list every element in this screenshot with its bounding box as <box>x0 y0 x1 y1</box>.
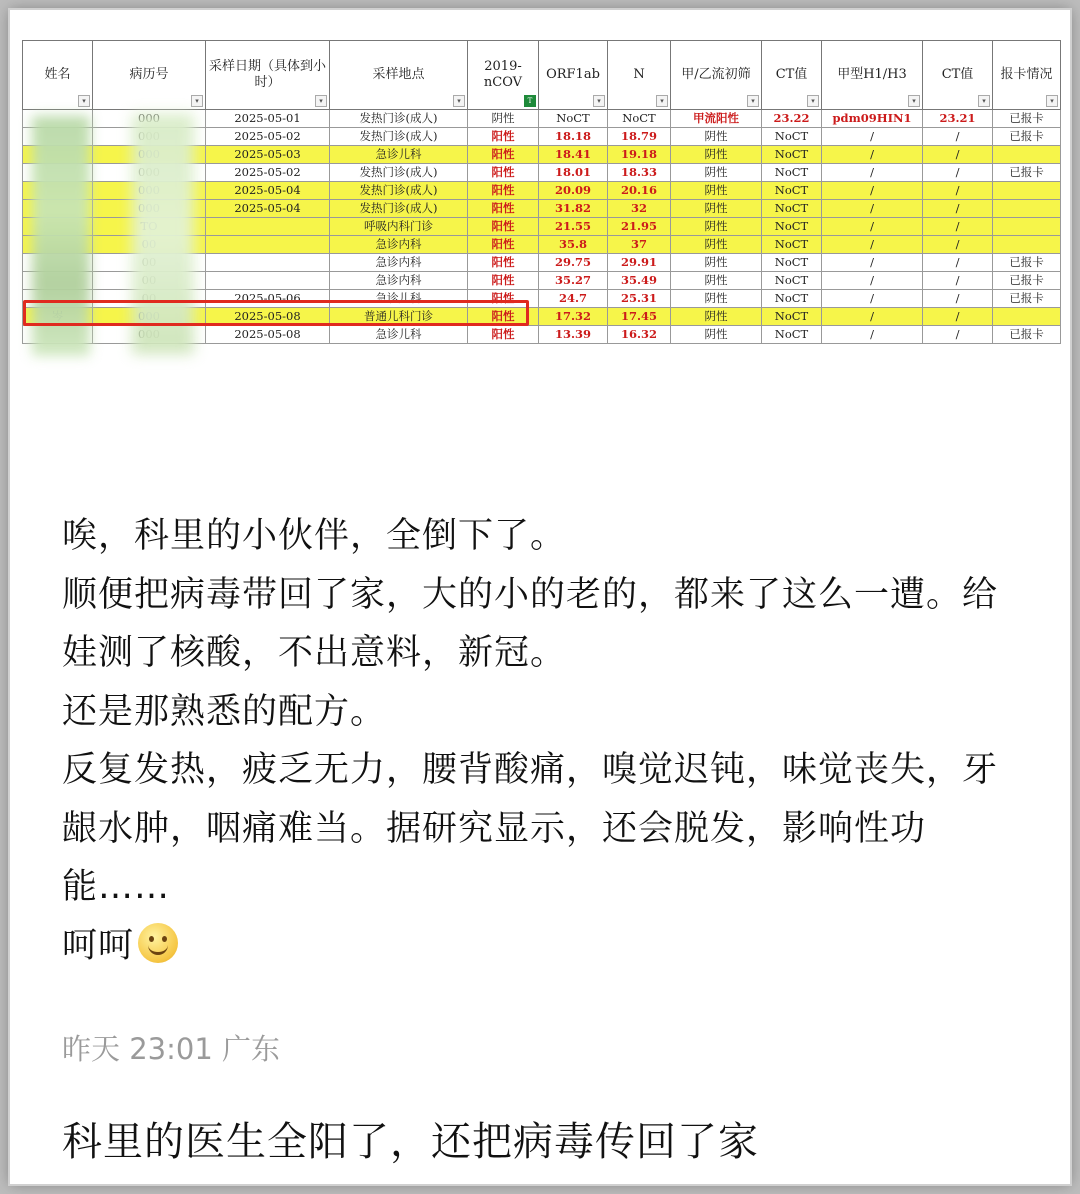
table-cell-h1h3: / <box>822 218 923 236</box>
table-cell-flu: 阴性 <box>671 308 762 326</box>
table-cell-n: 18.33 <box>608 164 671 182</box>
table-cell-flu: 阴性 <box>671 146 762 164</box>
table-cell-ct2: / <box>923 218 993 236</box>
table-cell-report <box>993 200 1061 218</box>
table-cell-date: 2025-05-04 <box>206 182 330 200</box>
post-line-2: 顺便把病毒带回了家，大的小的老的，都来了这么一遭。给娃测了核酸，不出意料，新冠。 <box>62 574 999 673</box>
column-header-label: CT值 <box>941 67 974 82</box>
table-cell-ncov: 阳性 <box>468 146 539 164</box>
column-header[interactable] <box>206 41 330 110</box>
table-cell-date: 2025-05-02 <box>206 164 330 182</box>
caption-text: 科里的医生全阳了，还把病毒传回了家 <box>62 1119 759 1165</box>
table-cell-n: 35.49 <box>608 272 671 290</box>
table-cell-orf: 21.55 <box>539 218 608 236</box>
table-cell-h1h3: / <box>822 182 923 200</box>
column-header-label: 甲/乙流初筛 <box>681 67 751 82</box>
table-cell-ncov: 阴性 <box>468 110 539 128</box>
column-header[interactable] <box>822 41 923 110</box>
table-cell-ct1: NoCT <box>762 290 822 308</box>
table-cell-ct1: NoCT <box>762 326 822 344</box>
table-cell-h1h3: / <box>822 254 923 272</box>
table-cell-flu: 阴性 <box>671 164 762 182</box>
table-cell-flu: 阴性 <box>671 200 762 218</box>
table-cell-date: 2025-05-04 <box>206 200 330 218</box>
table-cell-n: 18.79 <box>608 128 671 146</box>
table-cell-n: 32 <box>608 200 671 218</box>
filter-dropdown-icon[interactable]: ▾ <box>807 95 819 107</box>
table-cell-ct1: NoCT <box>762 164 822 182</box>
post-last-line: 呵呵 <box>62 925 135 966</box>
table-cell-place: 急诊内科 <box>330 236 468 254</box>
table-cell-ct2: / <box>923 146 993 164</box>
filter-dropdown-icon[interactable]: ▾ <box>593 95 605 107</box>
column-header-label: 甲型H1/H3 <box>837 67 907 82</box>
filter-dropdown-icon[interactable]: ▾ <box>656 95 668 107</box>
table-cell-ncov: 阳性 <box>468 164 539 182</box>
table-cell-place: 急诊儿科 <box>330 326 468 344</box>
table-cell-n: 21.95 <box>608 218 671 236</box>
table-cell-h1h3: pdm09HIN1 <box>822 110 923 128</box>
table-cell-report: 已报卡 <box>993 164 1061 182</box>
column-header[interactable] <box>762 41 822 110</box>
table-cell-ct1: 23.22 <box>762 110 822 128</box>
table-cell-ncov: 阳性 <box>468 272 539 290</box>
post-line-4: 反复发热，疲乏无力，腰背酸痛，嗅觉迟钝，味觉丧失，牙龈水肿，咽痛难当。据研究显示，还会脱发，影响性功能…… <box>62 750 999 907</box>
table-cell-ncov: 阳性 <box>468 218 539 236</box>
post-line-1: 唉，科里的小伙伴，全倒下了。 <box>62 516 567 556</box>
post-text <box>62 507 1022 975</box>
column-header-label: 姓名 <box>44 67 71 82</box>
table-cell-n: 37 <box>608 236 671 254</box>
column-header[interactable] <box>993 41 1061 110</box>
filter-dropdown-icon[interactable]: ▾ <box>191 95 203 107</box>
column-header[interactable] <box>23 41 93 110</box>
table-cell-place: 发热门诊(成人) <box>330 200 468 218</box>
highlight-box <box>23 300 529 326</box>
table-cell-date <box>206 272 330 290</box>
table-cell-ct1: NoCT <box>762 146 822 164</box>
table-cell-flu: 阴性 <box>671 254 762 272</box>
table-cell-orf: 18.41 <box>539 146 608 164</box>
table-cell-h1h3: / <box>822 326 923 344</box>
table-cell-ct2: / <box>923 272 993 290</box>
filter-dropdown-icon[interactable]: ▾ <box>908 95 920 107</box>
table-cell-ncov: 阳性 <box>468 326 539 344</box>
table-cell-flu: 阴性 <box>671 326 762 344</box>
table-cell-h1h3: / <box>822 236 923 254</box>
table-cell-ct1: NoCT <box>762 200 822 218</box>
table-cell-h1h3: / <box>822 200 923 218</box>
table-cell-orf: 24.7 <box>539 290 608 308</box>
table-cell-n: 25.31 <box>608 290 671 308</box>
table-cell-h1h3: / <box>822 308 923 326</box>
column-header-label: 采样日期（具体到小时） <box>208 59 326 90</box>
table-cell-ct1: NoCT <box>762 236 822 254</box>
filter-active-icon[interactable]: T <box>524 95 536 107</box>
column-header[interactable] <box>468 41 539 110</box>
table-cell-orf: 29.75 <box>539 254 608 272</box>
table-cell-ct2: 23.21 <box>923 110 993 128</box>
column-header[interactable] <box>671 41 762 110</box>
table-cell-orf: 18.18 <box>539 128 608 146</box>
table-cell-orf: 13.39 <box>539 326 608 344</box>
post-line-5 <box>62 917 1022 976</box>
filter-dropdown-icon[interactable]: ▾ <box>78 95 90 107</box>
table-cell-flu: 阴性 <box>671 236 762 254</box>
filter-dropdown-icon[interactable]: ▾ <box>315 95 327 107</box>
table-cell-ncov: 阳性 <box>468 254 539 272</box>
table-cell-ct2: / <box>923 128 993 146</box>
column-header[interactable] <box>330 41 468 110</box>
table-cell-report <box>993 236 1061 254</box>
table-cell-ct2: / <box>923 290 993 308</box>
table-cell-n: 20.16 <box>608 182 671 200</box>
table-cell-date <box>206 218 330 236</box>
table-cell-n: NoCT <box>608 110 671 128</box>
table-cell-h1h3: / <box>822 290 923 308</box>
table-cell-ncov: 阳性 <box>468 200 539 218</box>
column-header-label: CT值 <box>775 67 808 82</box>
column-header[interactable] <box>93 41 206 110</box>
table-cell-orf: 17.32 <box>539 308 608 326</box>
table-cell-place: 发热门诊(成人) <box>330 182 468 200</box>
table-cell-report <box>993 146 1061 164</box>
table-cell-ct2: / <box>923 200 993 218</box>
table-cell-place: 普通儿科门诊 <box>330 308 468 326</box>
column-header-label: 采样地点 <box>372 67 425 82</box>
column-header-label: 报卡情况 <box>1000 67 1053 82</box>
table-cell-ct1: NoCT <box>762 128 822 146</box>
table-cell-ct2: / <box>923 326 993 344</box>
table-cell-h1h3: / <box>822 164 923 182</box>
table-cell-ncov: 阳性 <box>468 290 539 308</box>
table-cell-place: 发热门诊(成人) <box>330 164 468 182</box>
table-cell-ncov: 阳性 <box>468 128 539 146</box>
table-cell-ct1: NoCT <box>762 308 822 326</box>
table-cell-ct1: NoCT <box>762 254 822 272</box>
table-cell-orf: 35.27 <box>539 272 608 290</box>
table-cell-orf: NoCT <box>539 110 608 128</box>
table-cell-report: 已报卡 <box>993 290 1061 308</box>
table-cell-report: 已报卡 <box>993 272 1061 290</box>
column-header-label: ORF1ab <box>546 67 600 82</box>
table-cell-flu: 阴性 <box>671 218 762 236</box>
table-cell-flu: 阴性 <box>671 272 762 290</box>
post-line-3: 还是那熟悉的配方。 <box>62 691 387 732</box>
table-cell-h1h3: / <box>822 272 923 290</box>
table-cell-n: 29.91 <box>608 254 671 272</box>
table-cell-flu: 阴性 <box>671 290 762 308</box>
table-cell-place: 发热门诊(成人) <box>330 110 468 128</box>
table-cell-ncov: 阳性 <box>468 308 539 326</box>
table-cell-h1h3: / <box>822 128 923 146</box>
column-header-label: N <box>633 67 645 82</box>
column-header-label: 病历号 <box>129 67 169 82</box>
table-cell-h1h3: / <box>822 146 923 164</box>
table-cell-flu: 甲流阳性 <box>671 110 762 128</box>
table-cell-place: 急诊儿科 <box>330 146 468 164</box>
filter-dropdown-icon[interactable]: ▾ <box>453 95 465 107</box>
table-cell-date <box>206 254 330 272</box>
smile-emoji-icon <box>138 923 178 963</box>
column-header[interactable] <box>923 41 993 110</box>
table-cell-place: 急诊儿科 <box>330 290 468 308</box>
table-cell-ncov: 阳性 <box>468 182 539 200</box>
table-cell-ct2: / <box>923 254 993 272</box>
table-cell-orf: 20.09 <box>539 182 608 200</box>
column-header[interactable] <box>539 41 608 110</box>
table-cell-n: 19.18 <box>608 146 671 164</box>
table-cell-date: 2025-05-06 <box>206 290 330 308</box>
table-cell-orf: 18.01 <box>539 164 608 182</box>
table-cell-n: 17.45 <box>608 308 671 326</box>
table-cell-date <box>206 236 330 254</box>
table-cell-ct2: / <box>923 164 993 182</box>
table-cell-place: 呼吸内科门诊 <box>330 218 468 236</box>
table-cell-place: 急诊内科 <box>330 254 468 272</box>
table-cell-date: 2025-05-08 <box>206 308 330 326</box>
table-cell-ct2: / <box>923 182 993 200</box>
table-cell-ct2: / <box>923 308 993 326</box>
table-cell-flu: 阴性 <box>671 182 762 200</box>
table-cell-date: 2025-05-03 <box>206 146 330 164</box>
table-cell-ct1: NoCT <box>762 182 822 200</box>
table-cell-n: 16.32 <box>608 326 671 344</box>
filter-dropdown-icon[interactable]: ▾ <box>978 95 990 107</box>
table-cell-place: 急诊内科 <box>330 272 468 290</box>
table-cell-report <box>993 182 1061 200</box>
table-cell-report: 已报卡 <box>993 326 1061 344</box>
column-header[interactable] <box>608 41 671 110</box>
table-header-row <box>23 41 1061 110</box>
table-cell-ct2: / <box>923 236 993 254</box>
table-cell-orf: 31.82 <box>539 200 608 218</box>
post-meta: 昨天 23:01 广东 <box>62 1032 281 1066</box>
table-cell-place: 发热门诊(成人) <box>330 128 468 146</box>
table-cell-date: 2025-05-02 <box>206 128 330 146</box>
filter-dropdown-icon[interactable]: ▾ <box>1046 95 1058 107</box>
table-cell-report: 已报卡 <box>993 128 1061 146</box>
table-cell-date: 2025-05-08 <box>206 326 330 344</box>
filter-dropdown-icon[interactable]: ▾ <box>747 95 759 107</box>
table-cell-report <box>993 218 1061 236</box>
table-cell-report: 已报卡 <box>993 254 1061 272</box>
table-cell-ct1: NoCT <box>762 218 822 236</box>
table-cell-report <box>993 308 1061 326</box>
table-cell-orf: 35.8 <box>539 236 608 254</box>
table-cell-date: 2025-05-01 <box>206 110 330 128</box>
table-cell-flu: 阴性 <box>671 128 762 146</box>
table-cell-report: 已报卡 <box>993 110 1061 128</box>
table-cell-ct1: NoCT <box>762 272 822 290</box>
table-cell-ncov: 阳性 <box>468 236 539 254</box>
screenshot-frame <box>10 10 1070 1184</box>
column-header-label: 2019-nCOV <box>483 59 523 90</box>
